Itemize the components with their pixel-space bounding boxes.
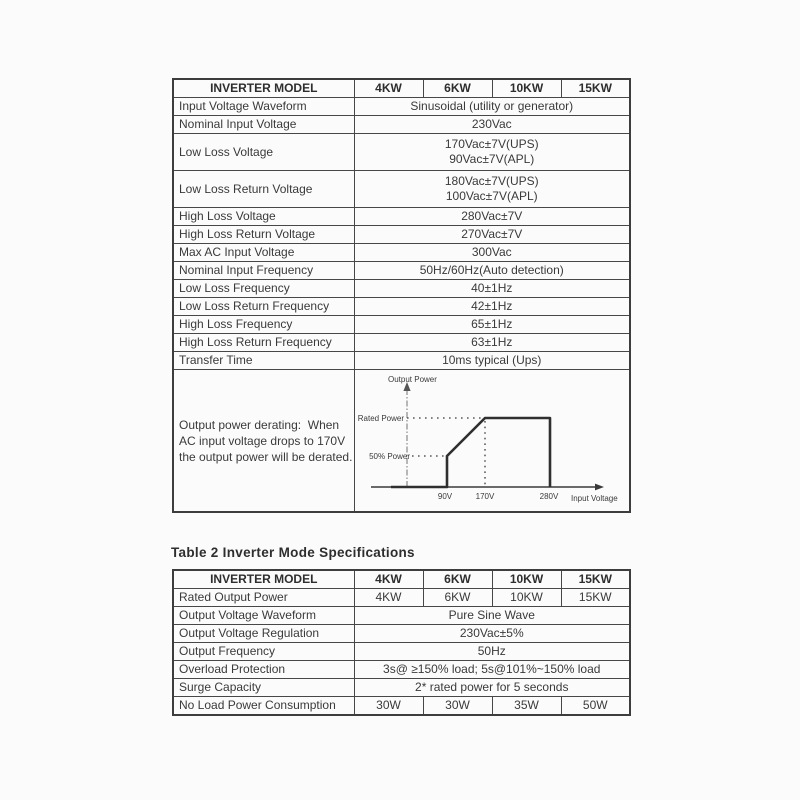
spec-value: 6KW: [423, 589, 492, 607]
spec-label: Output Voltage Regulation: [173, 625, 354, 643]
spec-value: 230Vac±5%: [354, 625, 630, 643]
spec-label: Input Voltage Waveform: [173, 98, 354, 116]
spec-row: [173, 697, 630, 716]
power-column-header: 15KW: [561, 570, 630, 589]
spec-value: 35W: [492, 697, 561, 716]
derating-row: [173, 370, 630, 513]
spec-value: 30W: [354, 697, 423, 716]
spec-value-line: 180Vac±7V(UPS): [444, 174, 539, 188]
spec-row: [173, 226, 630, 244]
spec-label: Max AC Input Voltage: [173, 244, 354, 262]
spec-row: [173, 661, 630, 679]
power-column-header: 10KW: [492, 570, 561, 589]
spec-label: High Loss Return Voltage: [173, 226, 354, 244]
spec-row: [173, 171, 630, 208]
inverter-mode-table: [172, 569, 631, 716]
derating-chart-cell: [354, 370, 630, 513]
rated-power-label: Rated Power: [357, 414, 404, 423]
spec-label: High Loss Frequency: [173, 316, 354, 334]
power-column-header: 4KW: [354, 79, 423, 98]
spec-value: 50Hz: [354, 643, 630, 661]
spec-row: [173, 589, 630, 607]
spec-row: [173, 298, 630, 316]
spec-value: 10KW: [492, 589, 561, 607]
input-spec-table-body: [173, 98, 630, 370]
spec-row: [173, 643, 630, 661]
tick-170v: 170V: [475, 492, 494, 501]
spec-label: Low Loss Return Voltage: [173, 171, 354, 208]
spec-value: 40±1Hz: [354, 280, 630, 298]
spec-row: [173, 316, 630, 334]
spec-label: Low Loss Return Frequency: [173, 298, 354, 316]
spec-value: 50Hz/60Hz(Auto detection): [354, 262, 630, 280]
spec-value: 50W: [561, 697, 630, 716]
spec-value: 15KW: [561, 589, 630, 607]
spec-value-line: 100Vac±7V(APL): [445, 189, 538, 203]
derating-row-body: [173, 370, 630, 513]
spec-row: [173, 334, 630, 352]
derating-note-line: AC input voltage drops to 170V: [179, 433, 346, 448]
spec-label: Rated Output Power: [173, 589, 354, 607]
spec-value: [354, 134, 630, 171]
spec-label: Surge Capacity: [173, 679, 354, 697]
inverter-mode-table-head: [173, 570, 630, 589]
spec-label: Overload Protection: [173, 661, 354, 679]
spec-label: Nominal Input Frequency: [173, 262, 354, 280]
y-axis-title: Output Power: [387, 375, 437, 384]
spec-row: [173, 679, 630, 697]
spec-value: 270Vac±7V: [354, 226, 630, 244]
spec-label: Low Loss Voltage: [173, 134, 354, 171]
header-row: [173, 570, 630, 589]
spec-value: 2* rated power for 5 seconds: [354, 679, 630, 697]
derating-note-line: the output power will be derated.: [179, 449, 353, 464]
tick-90v: 90V: [437, 492, 452, 501]
spec-value: 3s@ ≥150% load; 5s@101%~150% load: [354, 661, 630, 679]
spec-row: [173, 98, 630, 116]
power-column-header: 4KW: [354, 570, 423, 589]
spec-row: [173, 280, 630, 298]
power-column-header: 6KW: [423, 570, 492, 589]
spec-row: [173, 208, 630, 226]
derating-note: [173, 370, 354, 513]
spec-row: [173, 352, 630, 370]
inverter-mode-table-body: [173, 589, 630, 716]
fifty-power-label: 50% Power: [368, 452, 410, 461]
spec-label: Output Frequency: [173, 643, 354, 661]
derating-curve: [391, 418, 550, 487]
spec-label: Nominal Input Voltage: [173, 116, 354, 134]
x-axis-title: Input Voltage: [570, 494, 618, 503]
spec-value: 30W: [423, 697, 492, 716]
spec-value: 65±1Hz: [354, 316, 630, 334]
input-spec-table: [172, 78, 631, 513]
spec-value: Sinusoidal (utility or generator): [354, 98, 630, 116]
power-column-header: 15KW: [561, 79, 630, 98]
power-column-header: 10KW: [492, 79, 561, 98]
model-column-header: INVERTER MODEL: [173, 79, 354, 98]
spec-value: Pure Sine Wave: [354, 607, 630, 625]
power-column-header: 6KW: [423, 79, 492, 98]
spec-value: [354, 171, 630, 208]
tick-280v: 280V: [539, 492, 558, 501]
spec-label: Output Voltage Waveform: [173, 607, 354, 625]
x-axis-arrow-icon: [595, 484, 604, 491]
spec-row: [173, 607, 630, 625]
spec-value-line: 90Vac±7V(APL): [449, 152, 535, 166]
header-row: [173, 79, 630, 98]
derating-note-line: Output power derating: When: [179, 417, 340, 432]
input-spec-table-head: [173, 79, 630, 98]
spec-row: [173, 625, 630, 643]
spec-value: 280Vac±7V: [354, 208, 630, 226]
spec-row: [173, 134, 630, 171]
spec-value: 42±1Hz: [354, 298, 630, 316]
model-column-header: INVERTER MODEL: [173, 570, 354, 589]
spec-label: No Load Power Consumption: [173, 697, 354, 716]
derating-chart: [355, 370, 629, 511]
spec-row: [173, 116, 630, 134]
spec-value-line: 170Vac±7V(UPS): [444, 137, 539, 151]
spec-row: [173, 244, 630, 262]
spec-label: High Loss Voltage: [173, 208, 354, 226]
spec-label: Transfer Time: [173, 352, 354, 370]
spec-value: 4KW: [354, 589, 423, 607]
spec-label: Low Loss Frequency: [173, 280, 354, 298]
spec-value: 63±1Hz: [354, 334, 630, 352]
spec-value: 300Vac: [354, 244, 630, 262]
section-title: Table 2 Inverter Mode Specifications: [171, 545, 415, 560]
spec-label: High Loss Return Frequency: [173, 334, 354, 352]
spec-value: 230Vac: [354, 116, 630, 134]
spec-row: [173, 262, 630, 280]
spec-value: 10ms typical (Ups): [354, 352, 630, 370]
